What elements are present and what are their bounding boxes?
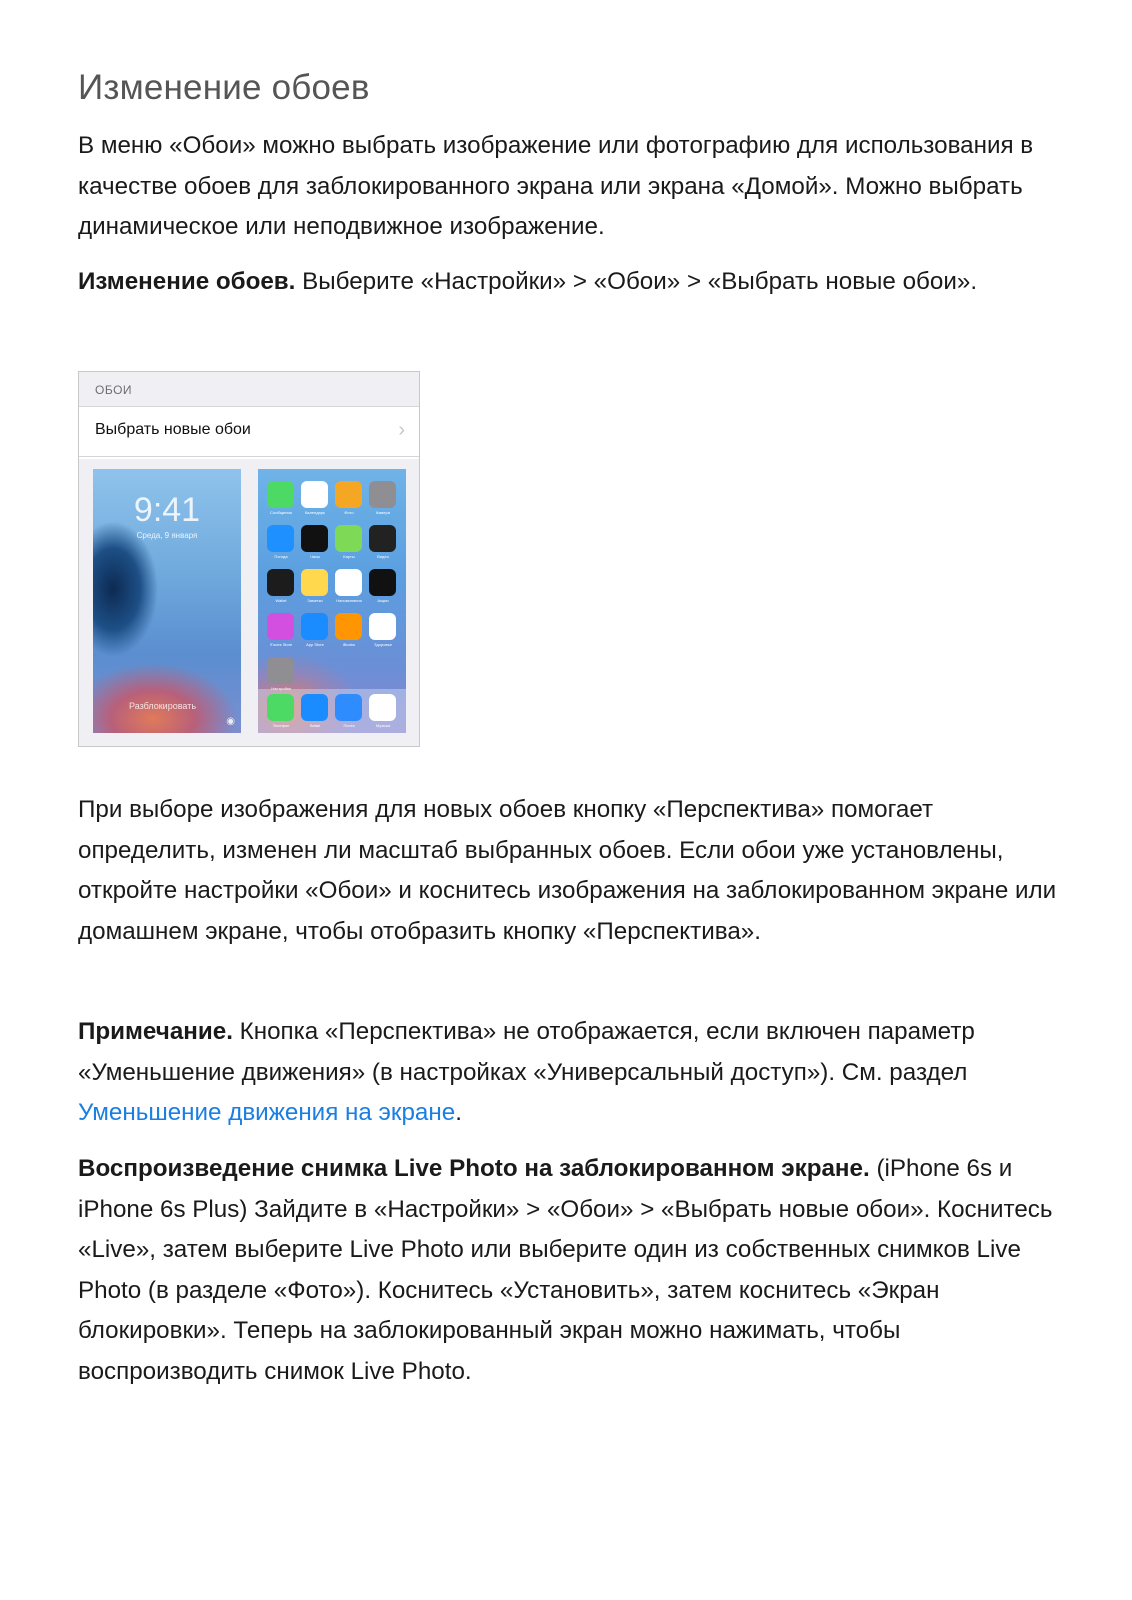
perspective-paragraph: При выборе изображения для новых обоев кнопку «Перспектива» помогает определить, изменен ли масштаб выбранных обоев. Если обои уже установлены, откройте настройки «Обои» и коснитесь изображения на заблокированном экране или домашнем экране, чтобы отобразить кнопку «Перспектива». [78,796,1057,945]
app-icon [301,481,328,508]
dock-app-label: Музыка [375,723,391,728]
app-label: Камера [376,510,390,515]
app-icon [301,613,328,640]
live-photo-heading: Воспроизведение снимка Live Photo на заблокированном экране. [78,1155,870,1182]
note-paragraph [78,1012,1068,1134]
app-icon [335,481,362,508]
app-label: Wallet [275,598,287,603]
app-label: Часы [310,554,320,559]
page-title: Изменение обоев [78,68,370,107]
dock-app-label: Телефон [272,723,290,728]
app-label: Акции [377,598,389,603]
app-icon [301,569,328,596]
dock-app-icon [267,694,294,721]
app-icon [335,525,362,552]
wallpaper-section-header: ОБОИ [79,372,419,407]
change-wallpaper-paragraph [78,262,1068,303]
app-icon [369,481,396,508]
app-icon [267,481,294,508]
chevron-right-icon: › [398,419,405,441]
dock [258,689,406,733]
live-photo-text: (iPhone 6s и iPhone 6s Plus) Зайдите в «Настройки» > «Обои» > «Выбрать новые обои». Коснитесь «Live», затем выберите Live Photo или выберите один из собственных снимков Live Photo (в разделе «Фото»). Коснитесь «Установить», затем коснитесь «Экран блокировки». Теперь на заблокированный экран можно нажимать, чтобы воспроизводить снимок Live Photo. [78,1155,1053,1385]
app-label: Видео [377,554,389,559]
camera-icon: ◉ [226,716,235,727]
note-heading: Примечание. [78,1018,233,1045]
status-bar [97,472,237,476]
app-icon [267,569,294,596]
app-label: App Store [306,642,324,647]
intro-paragraph: В меню «Обои» можно выбрать изображение или фотографию для использования в качестве обоев для заблокированного экрана или экрана «Домой». Можно выбрать динамическое или неподвижное изображение. [78,132,1034,241]
app-label: Фото [344,510,354,515]
note-text: Кнопка «Перспектива» не отображается, если включен параметр «Уменьшение движения» (в настройках «Универсальный доступ»). См. раздел [78,1018,975,1086]
lock-date: Среда, 9 января [136,531,198,540]
app-label: Напоминания [336,598,362,603]
change-wallpaper-heading: Изменение обоев. [78,268,296,295]
app-label: Здоровье [374,642,392,647]
lock-screen-preview[interactable] [93,469,241,733]
dock-app-label: Safari [309,723,321,728]
unlock-hint: Разблокировать [129,701,197,711]
dock-app-icon [335,694,362,721]
app-icon [301,525,328,552]
dock-app-label: Почта [343,723,355,728]
app-label: Погода [274,554,288,559]
wallpaper-previews [79,459,419,747]
app-icon [369,569,396,596]
live-photo-paragraph [78,1149,1068,1393]
app-label: iTunes Store [269,642,293,647]
home-screen-preview[interactable] [258,469,406,733]
app-icon [267,613,294,640]
dock-app-icon [369,694,396,721]
note-end: . [455,1099,462,1127]
app-icon [267,657,294,684]
choose-new-wallpaper-row[interactable] [79,407,419,457]
app-icon [335,569,362,596]
app-label: Заметки [307,598,323,603]
app-icon [369,613,396,640]
change-wallpaper-text: Выберите «Настройки» > «Обои» > «Выбрать новые обои». [295,268,978,295]
app-label: Карты [343,554,355,559]
choose-new-wallpaper-label: Выбрать новые обои [95,421,251,438]
app-label: Календарь [304,510,326,515]
lock-time: 9:41 [133,491,201,529]
app-label: Настройки [271,686,291,691]
app-label: iBooks [342,642,355,647]
reduce-motion-link[interactable]: Уменьшение движения на экране [78,1099,456,1127]
settings-screenshot [78,371,420,747]
dock-app-icon [301,694,328,721]
app-label: Сообщения [270,510,292,515]
app-icon [267,525,294,552]
app-icon [369,525,396,552]
app-icon [335,613,362,640]
